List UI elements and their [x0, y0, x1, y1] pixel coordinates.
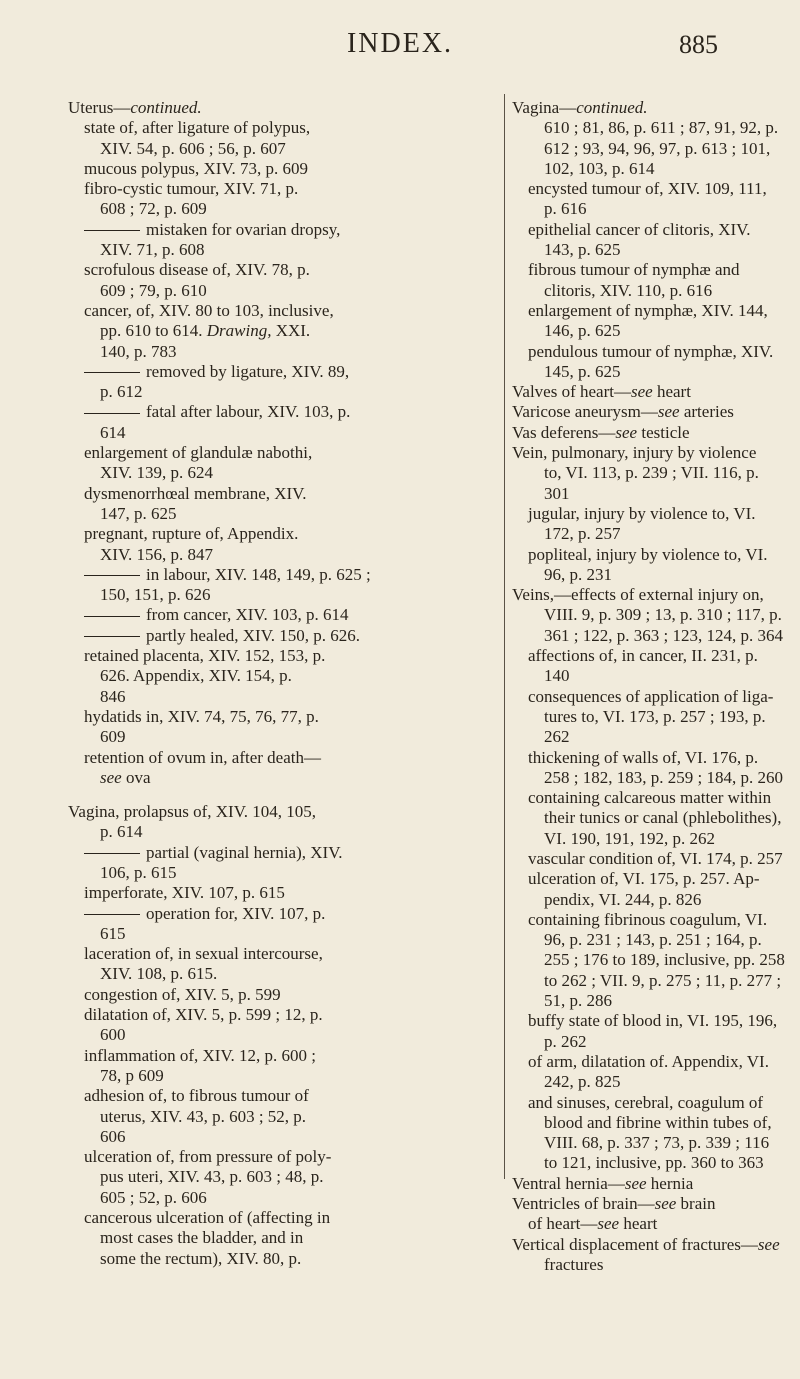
index-line: consequences of application of liga- — [528, 686, 774, 706]
index-line: 612 ; 93, 94, 96, 97, p. 613 ; 101, — [544, 138, 771, 158]
index-line: pendulous tumour of nymphæ, XIV. — [528, 341, 774, 361]
index-line: operation for, XIV. 107, p. — [68, 904, 498, 924]
index-line: p. 616 — [544, 199, 587, 219]
index-line: inflammation of, XIV. 12, p. 600 ; — [84, 1045, 316, 1065]
running-title: INDEX. — [346, 28, 454, 59]
index-line: affections of, in cancer, II. 231, p. — [528, 646, 758, 666]
index-line: retention of ovum in, after death— — [84, 747, 321, 767]
index-line: mucous polypus, XIV. 73, p. 609 — [84, 158, 308, 178]
index-line: XIV. 54, p. 606 ; 56, p. 607 — [100, 138, 286, 158]
column-divider — [504, 94, 505, 1179]
index-line: VIII. 9, p. 309 ; 13, p. 310 ; 117, p. — [544, 605, 782, 625]
index-line: buffy state of blood in, VI. 195, 196, — [528, 1011, 778, 1031]
index-line: epithelial cancer of clitoris, XIV. — [528, 219, 751, 239]
index-line: uterus, XIV. 43, p. 603 ; 52, p. — [100, 1106, 307, 1126]
index-line: p. 262 — [544, 1031, 587, 1051]
index-line: some the rectum), XIV. 80, p. — [100, 1248, 302, 1268]
index-line: 600 — [100, 1025, 126, 1045]
index-line: fatal after labour, XIV. 103, p. — [68, 402, 498, 422]
index-line: 262 — [544, 727, 570, 747]
page-number: 885 — [679, 30, 718, 59]
index-line: vascular condition of, VI. 174, p. 257 — [528, 848, 783, 868]
index-line: pp. 610 to 614. Drawing, XXI. — [100, 321, 311, 341]
index-line: see ova — [100, 767, 151, 787]
index-line: cancerous ulceration of (affecting in — [84, 1208, 331, 1228]
index-line: 609 ; 79, p. 610 — [100, 280, 207, 300]
index-line: 361 ; 122, p. 363 ; 123, 124, p. 364 — [544, 625, 783, 645]
index-line: pus uteri, XIV. 43, p. 603 ; 48, p. — [100, 1167, 324, 1187]
index-line: 78, p 609 — [100, 1065, 164, 1085]
index-heading-entry: Ventricles of brain—see brain — [512, 1194, 716, 1214]
index-line: XIV. 156, p. 847 — [100, 544, 214, 564]
index-line: popliteal, injury by violence to, VI. — [528, 544, 768, 564]
index-line: enlargement of nymphæ, XIV. 144, — [528, 300, 768, 320]
index-line: hydatids in, XIV. 74, 75, 76, 77, p. — [84, 706, 319, 726]
index-line: fibro-cystic tumour, XIV. 71, p. — [84, 179, 299, 199]
index-line: 610 ; 81, 86, p. 611 ; 87, 91, 92, p. — [544, 118, 779, 138]
index-line: 608 ; 72, p. 609 — [100, 199, 207, 219]
index-line: most cases the bladder, and in — [100, 1228, 304, 1248]
index-line: thickening of walls of, VI. 176, p. — [528, 747, 759, 767]
ditto-dash — [84, 575, 140, 576]
index-line: to, VI. 113, p. 239 ; VII. 116, p. — [544, 463, 759, 483]
ditto-dash — [84, 230, 140, 231]
index-heading-entry: Uterus—continued. — [68, 98, 202, 117]
index-line: mistaken for ovarian dropsy, — [68, 220, 498, 240]
index-line: imperforate, XIV. 107, p. 615 — [84, 883, 285, 903]
index-line: of heart—see heart — [528, 1214, 658, 1234]
index-heading-entry: Vagina—continued. — [512, 98, 648, 117]
index-line: ulceration of, from pressure of poly- — [84, 1147, 332, 1167]
index-line: retained placenta, XIV. 152, 153, p. — [84, 646, 326, 666]
ditto-dash — [84, 853, 140, 854]
index-line: partial (vaginal hernia), XIV. — [68, 843, 498, 863]
index-line: 150, 151, p. 626 — [100, 585, 211, 605]
index-line: 96, p. 231 ; 143, p. 251 ; 164, p. — [544, 930, 762, 950]
index-line: 255 ; 176 to 189, inclusive, pp. 258 — [544, 950, 785, 970]
section-gap — [68, 788, 498, 802]
ditto-dash — [84, 372, 140, 373]
index-line: their tunics or canal (phlebolithes), — [544, 808, 782, 828]
index-line: cancer, of, XIV. 80 to 103, inclusive, — [84, 300, 334, 320]
index-heading-entry: Vas deferens—see testicle — [512, 422, 690, 442]
index-line: to 262 ; VII. 9, p. 275 ; 11, p. 277 ; — [544, 970, 782, 990]
index-line: blood and fibrine within tubes of, — [544, 1112, 772, 1132]
index-line: 242, p. 825 — [544, 1072, 621, 1092]
index-line: of arm, dilatation of. Appendix, VI. — [528, 1051, 769, 1071]
index-line: p. 614 — [100, 822, 143, 842]
index-heading-entry: Ventral hernia—see hernia — [512, 1173, 694, 1193]
index-line: 605 ; 52, p. 606 — [100, 1187, 207, 1207]
index-heading-entry: Varicose aneurysm—see arteries — [512, 402, 734, 422]
index-line: 301 — [544, 483, 570, 503]
index-heading-entry: Veins,—effects of external injury on, — [512, 585, 764, 605]
index-line: ulceration of, VI. 175, p. 257. Ap- — [528, 869, 760, 889]
index-line: 172, p. 257 — [544, 524, 621, 544]
index-line: containing fibrinous coagulum, VI. — [528, 909, 768, 929]
index-line: pregnant, rupture of, Appendix. — [84, 524, 299, 544]
ditto-dash — [84, 616, 140, 617]
ditto-dash — [84, 413, 140, 414]
index-heading-entry: Valves of heart—see heart — [512, 382, 691, 402]
index-line: 147, p. 625 — [100, 503, 177, 523]
index-line: fibrous tumour of nymphæ and — [528, 260, 740, 280]
index-line: pendix, VI. 244, p. 826 — [544, 889, 702, 909]
ditto-dash — [84, 914, 140, 915]
index-line: VI. 190, 191, 192, p. 262 — [544, 828, 715, 848]
index-line: dilatation of, XIV. 5, p. 599 ; 12, p. — [84, 1005, 323, 1025]
index-line: 846 — [100, 686, 126, 706]
index-line: 140 — [544, 666, 570, 686]
index-line: containing calcareous matter within — [528, 788, 772, 808]
index-column-right — [512, 98, 792, 1275]
index-line: removed by ligature, XIV. 89, — [68, 362, 498, 382]
index-heading-entry: Vein, pulmonary, injury by violence — [512, 443, 757, 463]
index-line: 96, p. 231 — [544, 564, 612, 584]
index-line: encysted tumour of, XIV. 109, 111, — [528, 179, 767, 199]
index-line: 106, p. 615 — [100, 862, 177, 882]
index-line: and sinuses, cerebral, coagulum of — [528, 1092, 764, 1112]
index-line: congestion of, XIV. 5, p. 599 — [84, 984, 281, 1004]
index-line: dysmenorrhœal membrane, XIV. — [84, 483, 307, 503]
index-line: enlargement of glandulæ nabothi, — [84, 443, 313, 463]
index-line: in labour, XIV. 148, 149, p. 625 ; — [68, 565, 498, 585]
index-line: 614 — [100, 422, 126, 442]
index-line: 51, p. 286 — [544, 991, 612, 1011]
index-line: laceration of, in sexual intercourse, — [84, 944, 323, 964]
index-line: 626. Appendix, XIV. 154, p. — [100, 666, 292, 686]
index-line: p. 612 — [100, 382, 143, 402]
index-line: XIV. 139, p. 624 — [100, 463, 214, 483]
index-line: clitoris, XIV. 110, p. 616 — [544, 280, 713, 300]
index-line: 615 — [100, 923, 126, 943]
index-column-left — [68, 98, 498, 1269]
index-line: 606 — [100, 1126, 126, 1146]
index-line: 145, p. 625 — [544, 361, 621, 381]
ditto-dash — [84, 636, 140, 637]
index-line: partly healed, XIV. 150, p. 626. — [68, 626, 498, 646]
index-line: scrofulous disease of, XIV. 78, p. — [84, 260, 310, 280]
index-line: 140, p. 783 — [100, 341, 177, 361]
index-line: VIII. 68, p. 337 ; 73, p. 339 ; 116 — [544, 1133, 770, 1153]
index-line: fractures — [544, 1254, 604, 1274]
index-line: 143, p. 625 — [544, 240, 621, 260]
index-line: tures to, VI. 173, p. 257 ; 193, p. — [544, 706, 766, 726]
index-heading-entry: Vertical displacement of fractures—see — [512, 1234, 780, 1254]
index-heading-entry: Vagina, prolapsus of, XIV. 104, 105, — [68, 802, 317, 822]
index-line: jugular, injury by violence to, VI. — [528, 503, 756, 523]
index-line: XIV. 71, p. 608 — [100, 240, 205, 260]
index-line: 258 ; 182, 183, p. 259 ; 184, p. 260 — [544, 767, 783, 787]
index-line: XIV. 108, p. 615. — [100, 964, 218, 984]
index-line: from cancer, XIV. 103, p. 614 — [68, 605, 498, 625]
page-header — [0, 28, 800, 78]
index-line: to 121, inclusive, pp. 360 to 363 — [544, 1153, 764, 1173]
index-line: 146, p. 625 — [544, 321, 621, 341]
index-line: adhesion of, to fibrous tumour of — [84, 1086, 309, 1106]
index-line: 609 — [100, 727, 126, 747]
index-line: 102, 103, p. 614 — [544, 158, 655, 178]
index-line: state of, after ligature of polypus, — [84, 118, 311, 138]
